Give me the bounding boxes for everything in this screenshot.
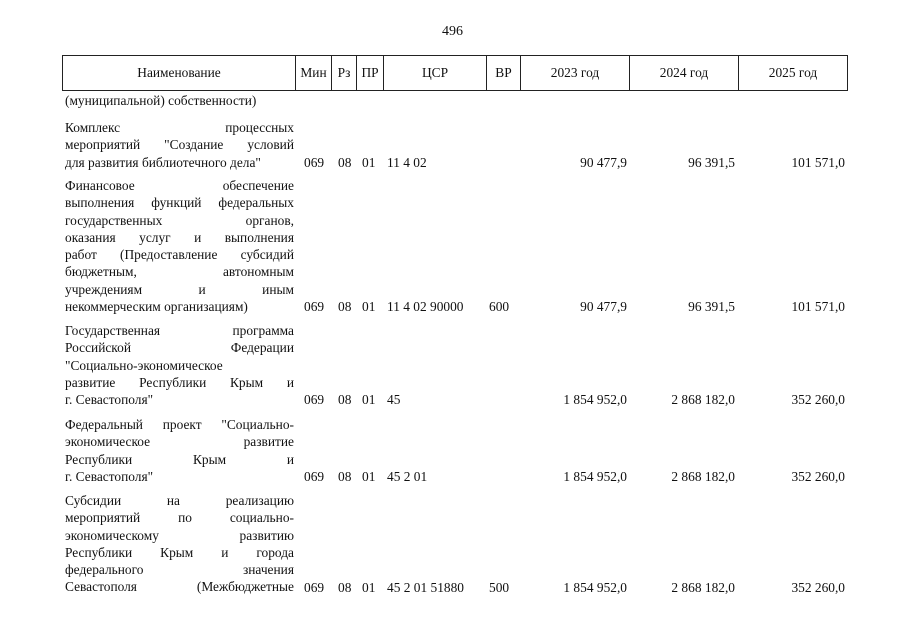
cell-pr: 01 <box>362 468 376 484</box>
row-name-line: Российской Федерации <box>65 340 294 356</box>
cell-rz: 08 <box>338 299 352 315</box>
cell-min: 069 <box>304 299 325 315</box>
cell-rz: 08 <box>338 468 352 484</box>
cell-2023: 90 477,9 <box>580 299 627 315</box>
row-name-line: мероприятий "Создание условий <box>65 137 294 153</box>
cell-2025: 352 260,0 <box>791 468 845 484</box>
column-header-2025: 2025 год <box>738 56 847 90</box>
row-name-line: Федеральный проект "Социально- <box>65 417 294 432</box>
row-name-line: Севастополя (Межбюджетные <box>65 579 294 595</box>
row-name-line: экономическому развитию <box>65 527 294 543</box>
row-name-line: работ (Предоставление субсидий <box>65 247 294 263</box>
cell-csr: 11 4 02 <box>387 154 427 170</box>
cell-2023: 1 854 952,0 <box>563 579 627 595</box>
column-header-2024: 2024 год <box>629 56 738 90</box>
column-header-vr: ВР <box>486 56 520 90</box>
row-name-line: учреждениям и иным <box>65 281 294 297</box>
cell-2025: 352 260,0 <box>791 579 845 595</box>
row-name <box>65 92 294 109</box>
cell-rz: 08 <box>338 579 352 595</box>
cell-min: 069 <box>304 154 325 170</box>
cell-2023: 1 854 952,0 <box>563 468 627 484</box>
column-header-pr: ПР <box>356 56 383 90</box>
cell-2025: 101 571,0 <box>791 299 845 315</box>
cell-2024: 96 391,5 <box>688 154 735 170</box>
page-number: 496 <box>442 24 463 39</box>
row-name-line: мероприятий по социально- <box>65 510 294 526</box>
row-name <box>65 492 294 596</box>
cell-2024: 2 868 182,0 <box>671 468 735 484</box>
cell-min: 069 <box>304 579 325 595</box>
cell-2024: 2 868 182,0 <box>671 392 735 408</box>
row-name-line: экономическое развитие <box>65 434 294 450</box>
row-name-line: оказания услуг и выполнения <box>65 229 294 245</box>
cell-2024: 2 868 182,0 <box>671 579 735 595</box>
row-name-line: Финансовое обеспечение <box>65 178 294 193</box>
cell-pr: 01 <box>362 392 376 408</box>
cell-vr: 600 <box>489 299 510 315</box>
cell-2023: 1 854 952,0 <box>563 392 627 408</box>
row-name-line: выполнения функций федеральных <box>65 195 294 211</box>
row-name-line: для развития библиотечного дела" <box>65 154 261 170</box>
row-name-line: бюджетным, автономным <box>65 264 294 280</box>
cell-min: 069 <box>304 392 325 408</box>
cell-2024: 96 391,5 <box>688 299 735 315</box>
row-name-line: "Социально-экономическое <box>65 357 223 373</box>
cell-csr: 45 2 01 51880 <box>387 579 464 595</box>
column-header-name: Наименование <box>137 65 221 80</box>
cell-2025: 101 571,0 <box>791 154 845 170</box>
cell-vr: 500 <box>489 579 510 595</box>
cell-rz: 08 <box>338 392 352 408</box>
row-name-line: Субсидии на реализацию <box>65 493 294 508</box>
cell-2025: 352 260,0 <box>791 392 845 408</box>
row-name <box>65 322 294 408</box>
column-header-csr: ЦСР <box>383 56 486 90</box>
cell-min: 069 <box>304 468 325 484</box>
column-header-2023: 2023 год <box>520 56 629 90</box>
row-name-line: г. Севастополя" <box>65 468 154 484</box>
row-name-line: Комплекс процессных <box>65 120 294 135</box>
row-name-line: Государственная программа <box>65 323 294 338</box>
cell-csr: 45 2 01 <box>387 468 428 484</box>
cell-csr: 45 <box>387 392 401 408</box>
column-header-rz: Рз <box>331 56 356 90</box>
row-name <box>65 119 294 171</box>
row-name-line: Республики Крым и <box>65 451 294 467</box>
cell-pr: 01 <box>362 579 376 595</box>
cell-csr: 11 4 02 90000 <box>387 299 464 315</box>
column-header-min: Мин <box>295 56 331 90</box>
row-name-line: развитие Республики Крым и <box>65 374 294 390</box>
row-name-line: некоммерческим организациям) <box>65 299 248 315</box>
cell-2023: 90 477,9 <box>580 154 627 170</box>
row-name-line: федерального значения <box>65 562 294 578</box>
row-name-line: Республики Крым и города <box>65 544 294 560</box>
cell-pr: 01 <box>362 299 376 315</box>
row-name <box>65 177 294 315</box>
table-header <box>62 55 848 91</box>
row-name-line: государственных органов, <box>65 212 294 228</box>
cell-pr: 01 <box>362 154 376 170</box>
row-name <box>65 416 294 485</box>
row-name-line: г. Севастополя" <box>65 392 154 408</box>
row-name-line: (муниципальной) собственности) <box>65 93 257 108</box>
cell-rz: 08 <box>338 154 352 170</box>
